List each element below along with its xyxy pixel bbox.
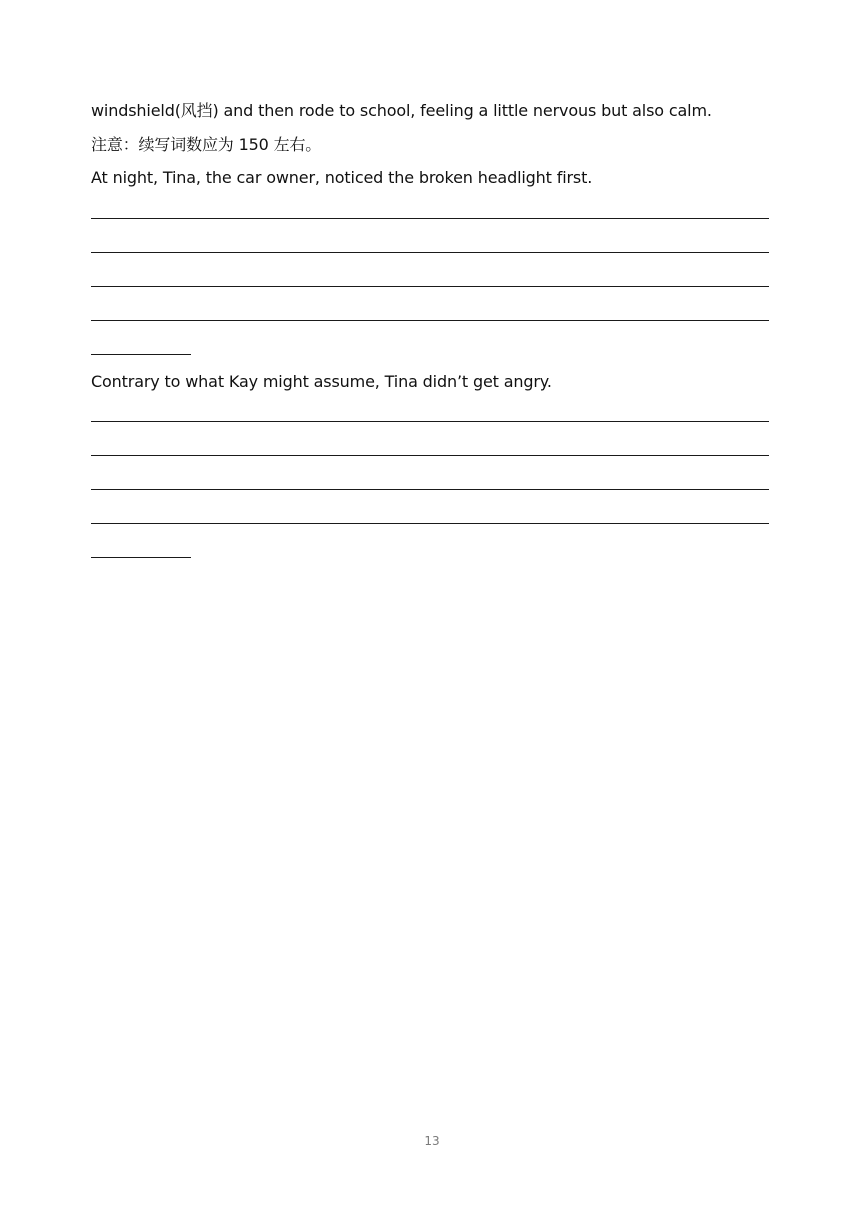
answer-line-short[interactable] (91, 534, 769, 568)
paragraph-1-answer-area (91, 195, 769, 365)
page-content (91, 94, 769, 568)
answer-line[interactable] (91, 229, 769, 263)
continuation-text: windshield(风挡) and then rode to school, feeling a little nervous but also calm. (91, 101, 712, 120)
answer-line[interactable] (91, 297, 769, 331)
paragraph-2-opening: Contrary to what Kay might assume, Tina didn’t get angry. (91, 371, 552, 391)
word-count-note: 注意：续写词数应为 150 左右。 (91, 134, 322, 154)
paragraph-2-answer-area (91, 398, 769, 568)
paragraph-1-opening: At night, Tina, the car owner, noticed the broken headlight first. (91, 168, 593, 187)
answer-line-short[interactable] (91, 331, 769, 365)
answer-line[interactable] (91, 263, 769, 297)
page-number: 13 (424, 1134, 440, 1148)
answer-line[interactable] (91, 398, 769, 432)
answer-line[interactable] (91, 466, 769, 500)
answer-line[interactable] (91, 195, 769, 229)
answer-line[interactable] (91, 500, 769, 534)
answer-line[interactable] (91, 432, 769, 466)
